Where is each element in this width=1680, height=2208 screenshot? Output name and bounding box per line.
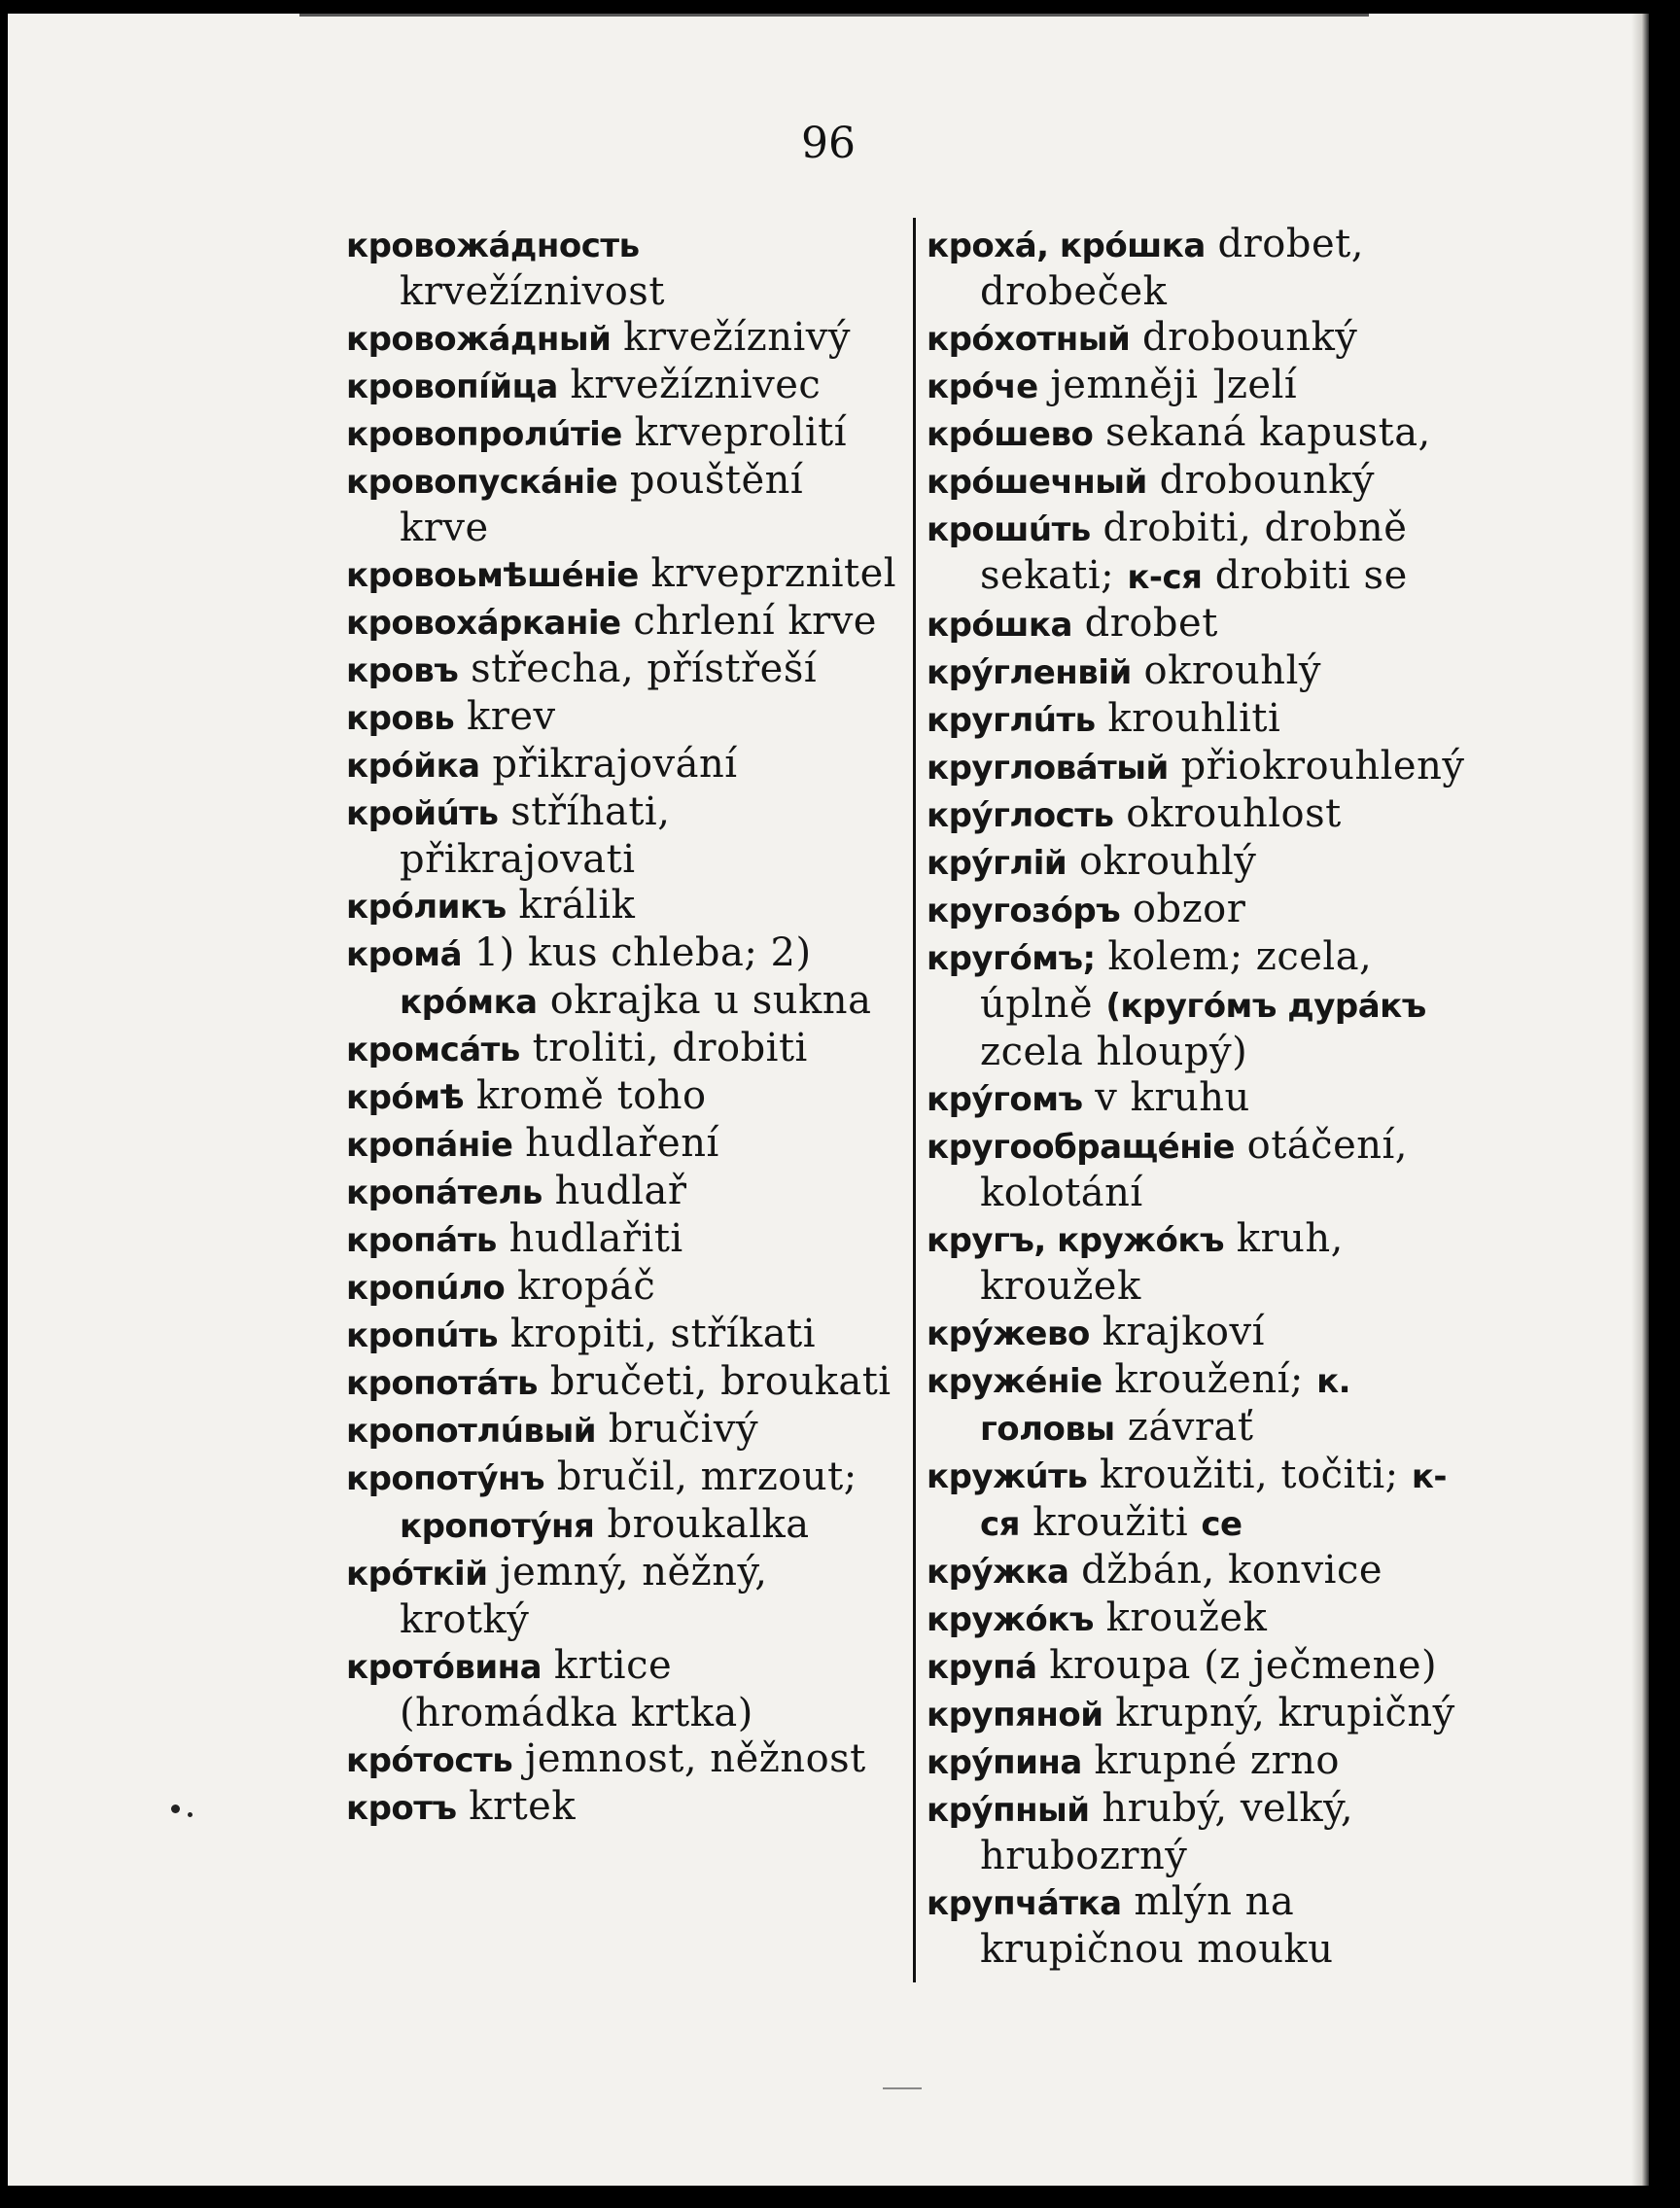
translation: otáčení, kolotání [980, 1123, 1409, 1215]
dictionary-entry [346, 694, 898, 742]
dictionary-entry [346, 1643, 898, 1736]
dictionary-entry [927, 1357, 1486, 1453]
dictionary-entry [927, 1643, 1486, 1691]
translation: jemněji ]zelí [1050, 363, 1298, 407]
dictionary-entry [927, 1216, 1486, 1310]
headword: крóшка [927, 606, 1072, 645]
translation: kroužení; [1114, 1357, 1317, 1402]
translation: pouštění krve [400, 458, 804, 550]
headword: кротъ [346, 1789, 457, 1828]
translation: drobounký [1159, 458, 1375, 503]
headword: кровопускáнie [346, 463, 618, 502]
translation: drobet, drobeček [980, 222, 1364, 314]
headword: кровь [346, 699, 455, 738]
dictionary-entry [927, 506, 1486, 601]
headword: крохá, крóшка [927, 227, 1206, 265]
left-column [346, 222, 898, 1832]
dictionary-page [8, 14, 1649, 2186]
translation: krvežíznivec [570, 363, 822, 407]
headword: крýжево [927, 1314, 1090, 1353]
dictionary-entry [927, 222, 1486, 315]
dictionary-entry [346, 930, 898, 1026]
translation: přiokrouhlený [1180, 744, 1465, 789]
dictionary-entry [927, 1548, 1486, 1595]
dictionary-entry [346, 1736, 898, 1784]
dictionary-entry [346, 1784, 898, 1832]
translation: džbán, konvice [1081, 1548, 1383, 1593]
headword: крýпина [927, 1743, 1082, 1782]
headword: кругловáтый [927, 749, 1169, 788]
dictionary-entry [346, 883, 898, 930]
dictionary-entry [927, 1075, 1486, 1123]
headword: кружóкъ [927, 1600, 1094, 1639]
translation: krajkoví [1102, 1310, 1265, 1354]
scan-mark [883, 2087, 922, 2089]
translation: krvežíznivý [623, 315, 851, 360]
translation: 1) kus chleba; 2) [473, 930, 812, 975]
headword: крупчáтка [927, 1884, 1122, 1923]
translation: troliti, drobiti [532, 1026, 808, 1070]
top-rule [299, 14, 1369, 17]
headword: крýглость [927, 796, 1114, 835]
dictionary-entry [346, 458, 898, 551]
dictionary-entry [346, 1121, 898, 1169]
dictionary-entry [927, 601, 1486, 648]
headword: крóткiй [346, 1555, 488, 1594]
headword: кружéнie [927, 1362, 1102, 1401]
headword: крóмка [400, 983, 538, 1022]
headword: кропúть [346, 1316, 499, 1355]
translation: střecha, přístřeší [471, 647, 818, 691]
dictionary-entry [346, 315, 898, 363]
dictionary-entry [927, 1691, 1486, 1738]
headword: крóмѣ [346, 1078, 465, 1117]
dictionary-entry [927, 1595, 1486, 1643]
headword: круглúть [927, 701, 1096, 740]
translation: krvežíznivost [400, 269, 665, 314]
translation: krtek [469, 1784, 577, 1829]
translation: drobounký [1142, 315, 1358, 360]
headword: крóшечный [927, 463, 1147, 502]
dictionary-entry [927, 410, 1486, 458]
translation: krveprolití [634, 410, 847, 455]
headword: крошúть [927, 510, 1091, 549]
translation: bručil, mrzout; [556, 1454, 858, 1499]
headword: кругъ, кружóкъ [927, 1221, 1225, 1260]
translation: kromě toho [475, 1073, 707, 1118]
headword: (кругóмъ дурáкъ [1105, 987, 1426, 1026]
translation: krupný, krupičný [1115, 1691, 1455, 1735]
dictionary-entry [346, 1216, 898, 1264]
translation: stříhati, přikrajovati [400, 789, 671, 882]
headword: кружúть [927, 1457, 1088, 1496]
translation: hudlařiti [508, 1216, 683, 1261]
dictionary-entry [346, 551, 898, 599]
translation: hudlaření [525, 1121, 719, 1166]
headword: кровопíйца [346, 368, 558, 406]
dictionary-entry [927, 934, 1486, 1075]
translation: mlýn na krupičnou mouku [980, 1879, 1334, 1972]
headword: к. головы [980, 1362, 1351, 1449]
translation: krouhliti [1107, 696, 1281, 741]
headword: кропотýня [400, 1507, 595, 1546]
dictionary-entry [346, 647, 898, 694]
headword: крóтость [346, 1741, 513, 1780]
dictionary-entry [346, 410, 898, 458]
dictionary-entry [927, 887, 1486, 934]
dictionary-entry [927, 839, 1486, 887]
headword: к-ся [1127, 558, 1203, 597]
translation: bručeti, broukati [549, 1359, 892, 1404]
headword: крóхотный [927, 320, 1131, 359]
dictionary-entry [346, 742, 898, 789]
headword: крýгленвiй [927, 653, 1132, 692]
scan-speck [188, 1812, 192, 1817]
headword: кругóмъ; [927, 939, 1096, 978]
scan-speck [171, 1805, 180, 1813]
dictionary-entry [927, 791, 1486, 839]
translation: bručivý [608, 1407, 759, 1452]
page-number: 96 [801, 119, 856, 168]
dictionary-entry [346, 1026, 898, 1073]
dictionary-entry [346, 222, 898, 315]
translation: obzor [1132, 887, 1246, 931]
dictionary-entry [346, 363, 898, 410]
translation: chrlení krve [633, 599, 877, 644]
translation: jemnost, něžnost [524, 1736, 866, 1781]
headword: кройúть [346, 794, 499, 833]
translation: krtice (hromádka krtka) [400, 1643, 753, 1735]
dictionary-entry [927, 744, 1486, 791]
translation: okrajka u sukna [537, 978, 872, 1023]
headword: кропáнie [346, 1126, 513, 1165]
translation: okrouhlý [1143, 648, 1321, 693]
headword: крýгомъ [927, 1080, 1083, 1119]
translation: krev [467, 694, 556, 739]
headword: кромá [346, 935, 463, 974]
translation: drobet [1084, 601, 1218, 646]
dictionary-entry [346, 599, 898, 647]
dictionary-entry [927, 458, 1486, 506]
headword: кропúло [346, 1269, 506, 1308]
dictionary-entry [927, 1786, 1486, 1879]
translation: kroužek [1105, 1595, 1268, 1640]
headword: кромсáть [346, 1031, 520, 1069]
dictionary-entry [346, 789, 898, 883]
translation: krveprznitel [650, 551, 897, 596]
column-divider [913, 218, 916, 1982]
headword: кропáтель [346, 1174, 542, 1212]
translation: broukalka [594, 1502, 810, 1547]
translation: jemný, něžný, krotký [400, 1550, 768, 1642]
dictionary-entry [346, 1169, 898, 1216]
page-edge-shadow [1631, 14, 1649, 2186]
headword: крупá [927, 1648, 1037, 1687]
headword: крýжка [927, 1553, 1069, 1592]
dictionary-entry [346, 1550, 898, 1643]
dictionary-entry [927, 1453, 1486, 1548]
headword: кропáть [346, 1221, 497, 1260]
translation: krupné zrno [1094, 1738, 1340, 1783]
headword: кротóвина [346, 1648, 542, 1687]
translation: hrubý, velký, hrubozrný [980, 1786, 1354, 1878]
translation: králik [518, 883, 636, 928]
headword: кропотýнъ [346, 1459, 545, 1498]
headword: крóйка [346, 747, 480, 786]
translation: kolem; zcela, úplně [980, 934, 1373, 1027]
headword: кровожáдный [346, 320, 612, 359]
translation: okrouhlost [1126, 791, 1342, 836]
headword: кругозóръ [927, 892, 1121, 930]
translation: drobiti se [1202, 553, 1408, 598]
headword: крупяной [927, 1696, 1103, 1735]
translation: přikrajování [492, 742, 738, 787]
translation: kroužiti [1020, 1500, 1202, 1545]
translation: zcela hloupý) [980, 1030, 1248, 1074]
headword: кровожáдность [346, 227, 640, 265]
translation: kropiti, stříkati [509, 1312, 817, 1356]
dictionary-entry [927, 648, 1486, 696]
headword: крóликъ [346, 888, 507, 927]
headword: кровъ [346, 651, 459, 690]
translation: sekaná kapusta, [1105, 410, 1431, 455]
translation: okrouhlý [1078, 839, 1257, 884]
dictionary-entry [346, 1312, 898, 1359]
headword: крóшево [927, 415, 1094, 454]
translation: kropáč [516, 1264, 656, 1309]
headword: кропотáть [346, 1364, 538, 1403]
dictionary-entry [346, 1454, 898, 1550]
translation: drobiti, drobně sekati; [980, 506, 1408, 598]
headword: кровопролúтie [346, 415, 622, 454]
dictionary-entry [927, 1738, 1486, 1786]
dictionary-entry [346, 1264, 898, 1312]
dictionary-entry [927, 696, 1486, 744]
dictionary-entry [346, 1407, 898, 1454]
dictionary-entry [927, 315, 1486, 363]
dictionary-entry [927, 1310, 1486, 1357]
headword: кровохáрканie [346, 604, 621, 643]
translation: závrať [1114, 1405, 1254, 1450]
translation: kroužiti, točiti; [1100, 1453, 1412, 1497]
headword: крýпный [927, 1791, 1090, 1830]
headword: к-ся [980, 1457, 1448, 1544]
dictionary-entry [346, 1359, 898, 1407]
headword: се [1201, 1505, 1242, 1544]
right-column [927, 222, 1486, 1973]
headword: крóче [927, 368, 1038, 406]
translation: hudlař [554, 1169, 687, 1213]
headword: кропотлúвый [346, 1412, 597, 1451]
headword: кругообращéнie [927, 1128, 1235, 1167]
translation: kruh, kroužek [980, 1216, 1344, 1309]
dictionary-entry [927, 1123, 1486, 1216]
dictionary-entry [346, 1073, 898, 1121]
dictionary-entry [927, 1879, 1486, 1973]
headword: кровоьмѣшéнie [346, 556, 639, 595]
translation: v kruhu [1095, 1075, 1250, 1120]
headword: крýглiй [927, 844, 1068, 883]
translation: kroupa (z ječmene) [1049, 1643, 1438, 1688]
dictionary-entry [927, 363, 1486, 410]
